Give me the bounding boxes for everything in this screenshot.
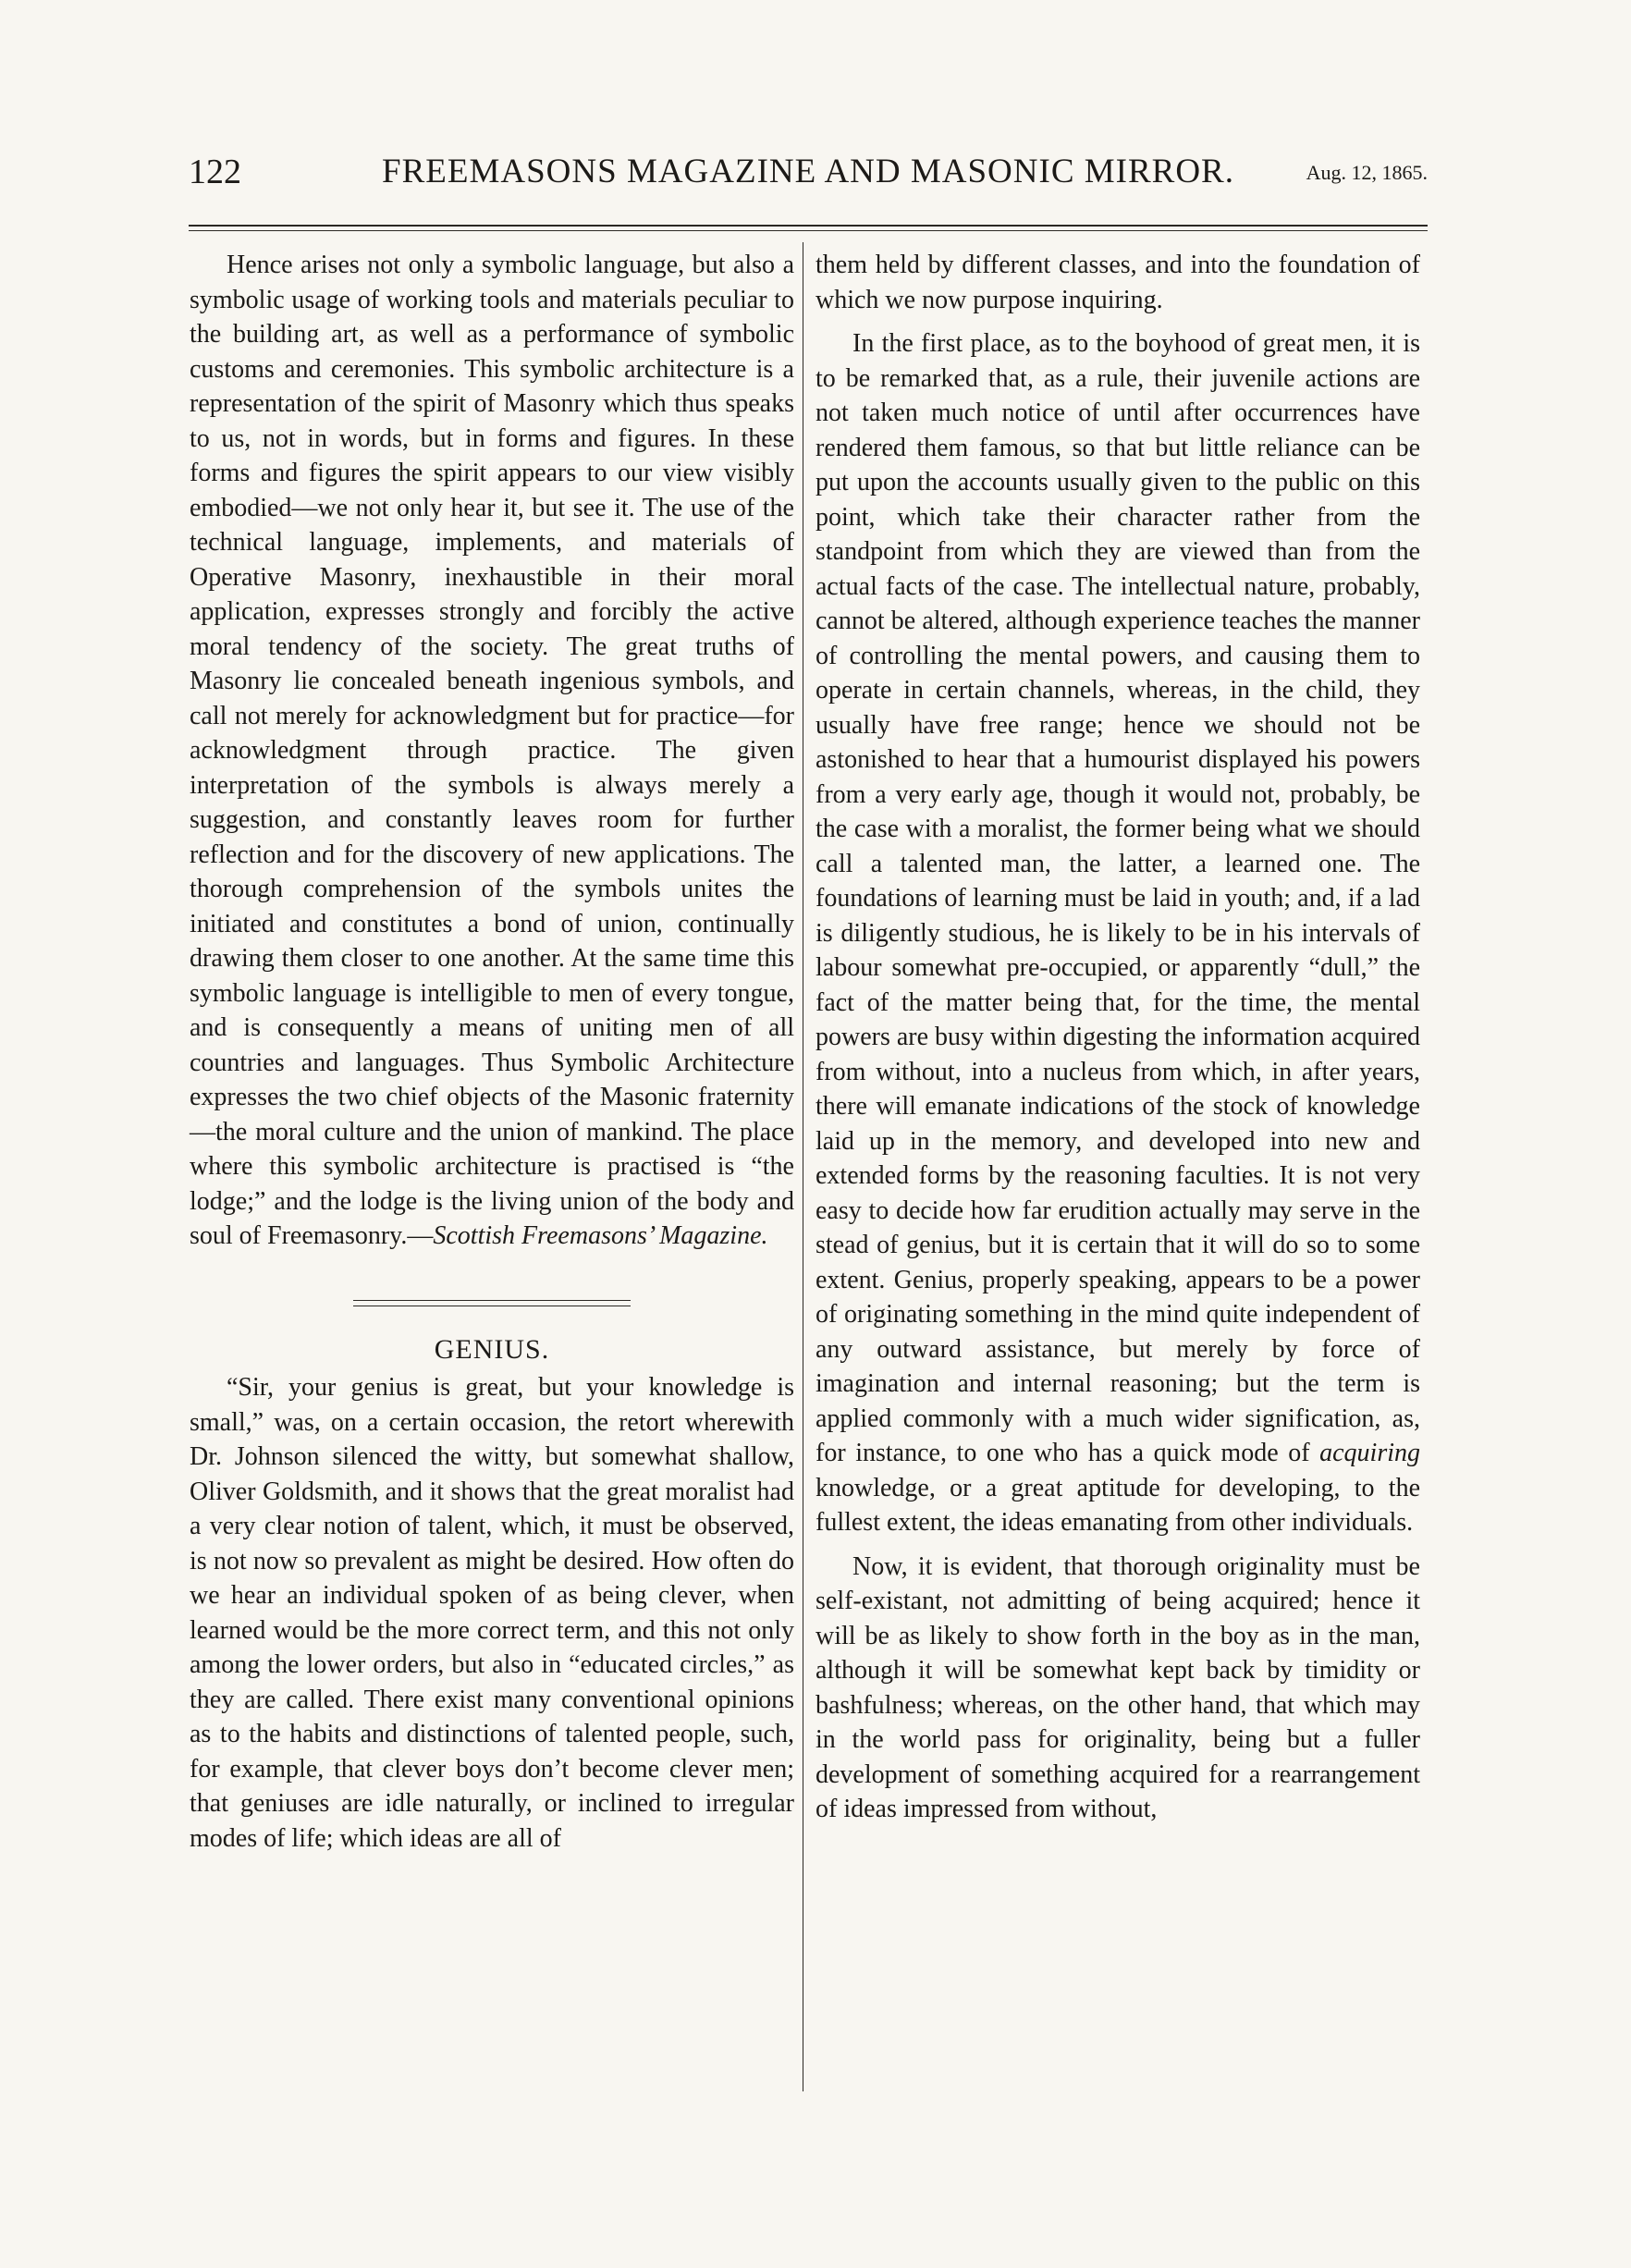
genius-paragraph-2 — [816, 326, 1420, 1540]
page-header — [189, 148, 1428, 203]
section-title: GENIUS. — [434, 1333, 550, 1365]
section-divider — [353, 1300, 631, 1306]
genius-paragraph-3: Now, it is evident, that thorough originality must be self-existant, not admitting of being acquired; hence it will be as likely to show forth in the boy as in the man, although it will be somewhat kept back by timidity or bashfulness; whereas, on the other hand, that which may in the world pass for originality, being but a fuller development of something acquired for a rearrangement of ideas impressed from without, — [816, 1551, 1420, 1823]
left-column — [190, 248, 794, 1856]
issue-date: Aug. 12, 1865. — [1306, 161, 1428, 184]
right-column — [816, 248, 1420, 1827]
italic-word: acquiring — [1319, 1439, 1420, 1467]
genius-paragraph-1: “Sir, your genius is great, but your knowledge is small,” was, on a certain occasion, the retort wherewith Dr. Johnson silenced the witty, but somewhat shallow, Oliver Goldsmith, and it shows that the great moralist had a very clear notion of talent, which, it must be observed, is not now so prevalent as might be desired. How often do we hear an individual spoken of as being clever, when learned would be the more correct term, and this not only among the lower orders, but also in “educated circles,” as they are called. There exist many conventional opinions as to the habits and distinctions of talented people, such, for example, that clever boys don’t become clever men; that geniuses are idle naturally, or inclined to irregular modes of life; which ideas are all of — [190, 1373, 794, 1853]
paragraph-text: In the first place, as to the boyhood of great men, it is to be remarked that, as a rule, their juvenile actions are not taken much notice of until after occurrences have rendered them famous, so that but little reliance can be put upon the accounts usually given to the public on this point, which take their character rather from the standpoint from which they are viewed than from the actual facts of the case. The intellectual nature, probably, cannot be altered, although experience teaches the manner of controlling the mental powers, and causing them to operate in certain channels, whereas, in the child, they usually have free range; hence we should not be astonished to hear that a humourist displayed his powers from a very early age, though it would not, probably, be the case with a moralist, the former being what we should call a talented man, the latter, a learned one. The foundations of learning must be laid in youth; and, if a lad is diligently studious, he is likely to be in his intervals of labour somewhat pre-occupied, or apparently “dull,” the fact of the matter being that, for the time, the mental powers are busy within digesting the information acquired from without, into a nucleus from which, in after years, there will emanate indications of the stock of knowledge laid up in the memory, and developed into new and extended forms by the reasoning faculties. It is not very easy to decide how far erudition actually may serve in the stead of genius, but it is certain that it will do so to some extent. Genius, properly speaking, appears to be a power of originating something in the mind quite independent of any outward assistance, but merely by force of imagination and internal reasoning; but the term is applied commonly with a much wider signification, as, for instance, to one who has a quick mode of — [816, 329, 1420, 1467]
magazine-title: FREEMASONS MAGAZINE AND MASONIC MIRROR. — [382, 153, 1234, 190]
paragraph-text: knowledge, or a great aptitude for developing, to the fullest extent, the ideas emanating from other individuals. — [816, 1473, 1420, 1537]
page-number: 122 — [189, 153, 241, 191]
article-text: Hence arises not only a symbolic language, but also a symbolic usage of working tools and materials peculiar to the building art, as well as a performance of symbolic customs and ceremonies. This symbolic architecture is a representation of the spirit of Masonry which thus speaks to us, not in words, but in forms and figures. In these forms and figures the spirit appears to our view visibly embodied—we not only hear it, but see it. The use of the technical language, implements, and materials of Operative Masonry, inexhaustible in their moral application, expresses strongly and forcibly the active moral tendency of the society. The great truths of Masonry lie concealed beneath ingenious symbols, and call not merely for acknowledgment but for practice—for acknowledgment through practice. The given interpretation of the symbols is always merely a suggestion, and constantly leaves room for further reflection and for the discovery of new applications. The thorough comprehension of the symbols unites the initiated and constitutes a bond of union, continually drawing them closer to one another. At the same time this symbolic language is intelligible to men of every tongue, and is consequently a means of uniting men of all countries and languages. Thus Symbolic Architecture expresses the two chief objects of the Masonic fraternity—the moral culture and the union of mankind. The place where this symbolic architecture is practised is “the lodge;” and the lodge is the living union of the body and soul of Freemasonry.— — [190, 251, 794, 1250]
symbolic-architecture-paragraph — [190, 248, 794, 1254]
genius-paragraph-continued: them held by different classes, and into the foundation of which we now purpose inquiring. — [816, 251, 1420, 314]
header-rule — [189, 225, 1428, 231]
article-source: Scottish Freemasons’ Magazine. — [433, 1221, 768, 1250]
